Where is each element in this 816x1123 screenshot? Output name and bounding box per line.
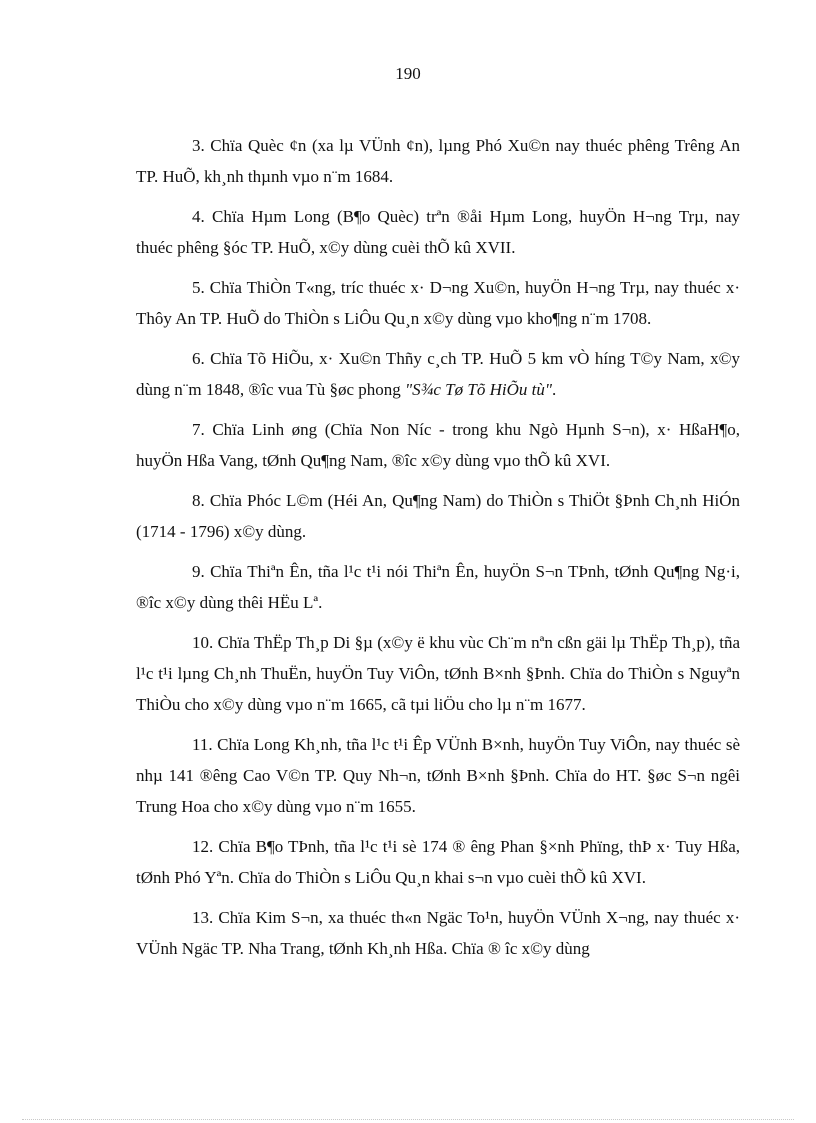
list-item: 11. Chïa Long Kh¸nh, tña l¹c t¹i Êp VÜnh B×nh, huyÖn Tuy ViÔn, nay thuéc sè nhµ 141 ®êng Cao V©n TP. Quy Nh¬n, tØnh B×nh §Þnh. Chïa do HT. §øc S¬n ngêi Trung Hoa cho x©y dùng vµo n¨m 1655. [136,735,740,816]
italic-quote: "S¾c Tø Tõ HiÕu tù" [405,380,552,399]
body-text [136,130,740,973]
list-item: 8. Chïa Phóc L©m (Héi An, Qu¶ng Nam) do ThiÒn s ThiÖt §Þnh Ch¸nh HiÓn (1714 - 1796) x©y dùng. [136,491,740,541]
list-item: 10. Chïa ThËp Th¸p Di §µ (x©y ë khu vùc Ch¨m nªn cßn gäi lµ ThËp Th¸p), tña l¹c t¹i lµng Ch¸nh ThuËn, huyÖn Tuy ViÔn, tØnh B×nh §Þnh. Chïa do ThiÒn s Nguyªn ThiÒu cho x©y dùng vµo n¨m 1665, cã tµi liÖu cho lµ n¨m 1677. [136,633,740,714]
list-item: 4. Chïa Hµm Long (B¶o Quèc) trªn ®åi Hµm Long, huyÖn H¬ng Trµ, nay thuéc phêng §óc TP. HuÕ, x©y dùng cuèi thÕ kû XVII. [136,207,740,257]
list-item: 12. Chïa B¶o TÞnh, tña l¹c t¹i sè 174 ® êng Phan §×nh Phïng, thÞ x· Tuy Hßa, tØnh Phó Yªn. Chïa do ThiÒn s LiÔu Qu¸n khai s¬n vµo cuèi thÕ kû XVI. [136,837,740,887]
list-item: 9. Chïa Thiªn Ên, tña l¹c t¹i nói Thiªn Ên, huyÖn S¬n TÞnh, tØnh Qu¶ng Ng·i, ®îc x©y dùng thêi HËu Lª. [136,562,740,612]
paragraph-end: . [551,380,557,399]
page-bottom-rule [22,1119,794,1120]
list-item [136,343,740,405]
list-item: 13. Chïa Kim S¬n, xa thuéc th«n Ngäc To¹n, huyÖn VÜnh X¬ng, nay thuéc x· VÜnh Ngäc TP. Nha Trang, tØnh Kh¸nh Hßa. Chïa ® îc x©y dùng [136,908,740,958]
list-item: 5. Chïa ThiÒn T«ng, tríc thuéc x· D¬ng Xu©n, huyÖn H¬ng Trµ, nay thuéc x· Thôy An TP. HuÕ do ThiÒn s LiÔu Qu¸n x©y dùng vµo kho¶ng n¨m 1708. [136,278,740,328]
paragraph-text: 6. Chïa Tõ HiÕu, x· Xu©n Thñy c¸ch TP. HuÕ 5 km vÒ híng T©y Nam, x©y dùng n¨m 1848, ®îc vua Tù §øc phong [136,349,740,399]
list-item: 3. Chïa Quèc ¢n (xa lµ VÜnh ¢n), lµng Phó Xu©n nay thuéc phêng Trêng An TP. HuÕ, kh¸nh thµnh vµo n¨m 1684. [136,136,740,186]
list-item: 7. Chïa Linh øng (Chïa Non Níc - trong khu Ngò Hµnh S¬n), x· HßaH¶o, huyÖn Hßa Vang, tØnh Qu¶ng Nam, ®îc x©y dùng vµo thÕ kû XVI. [136,420,740,470]
page-number: 190 [395,64,421,83]
